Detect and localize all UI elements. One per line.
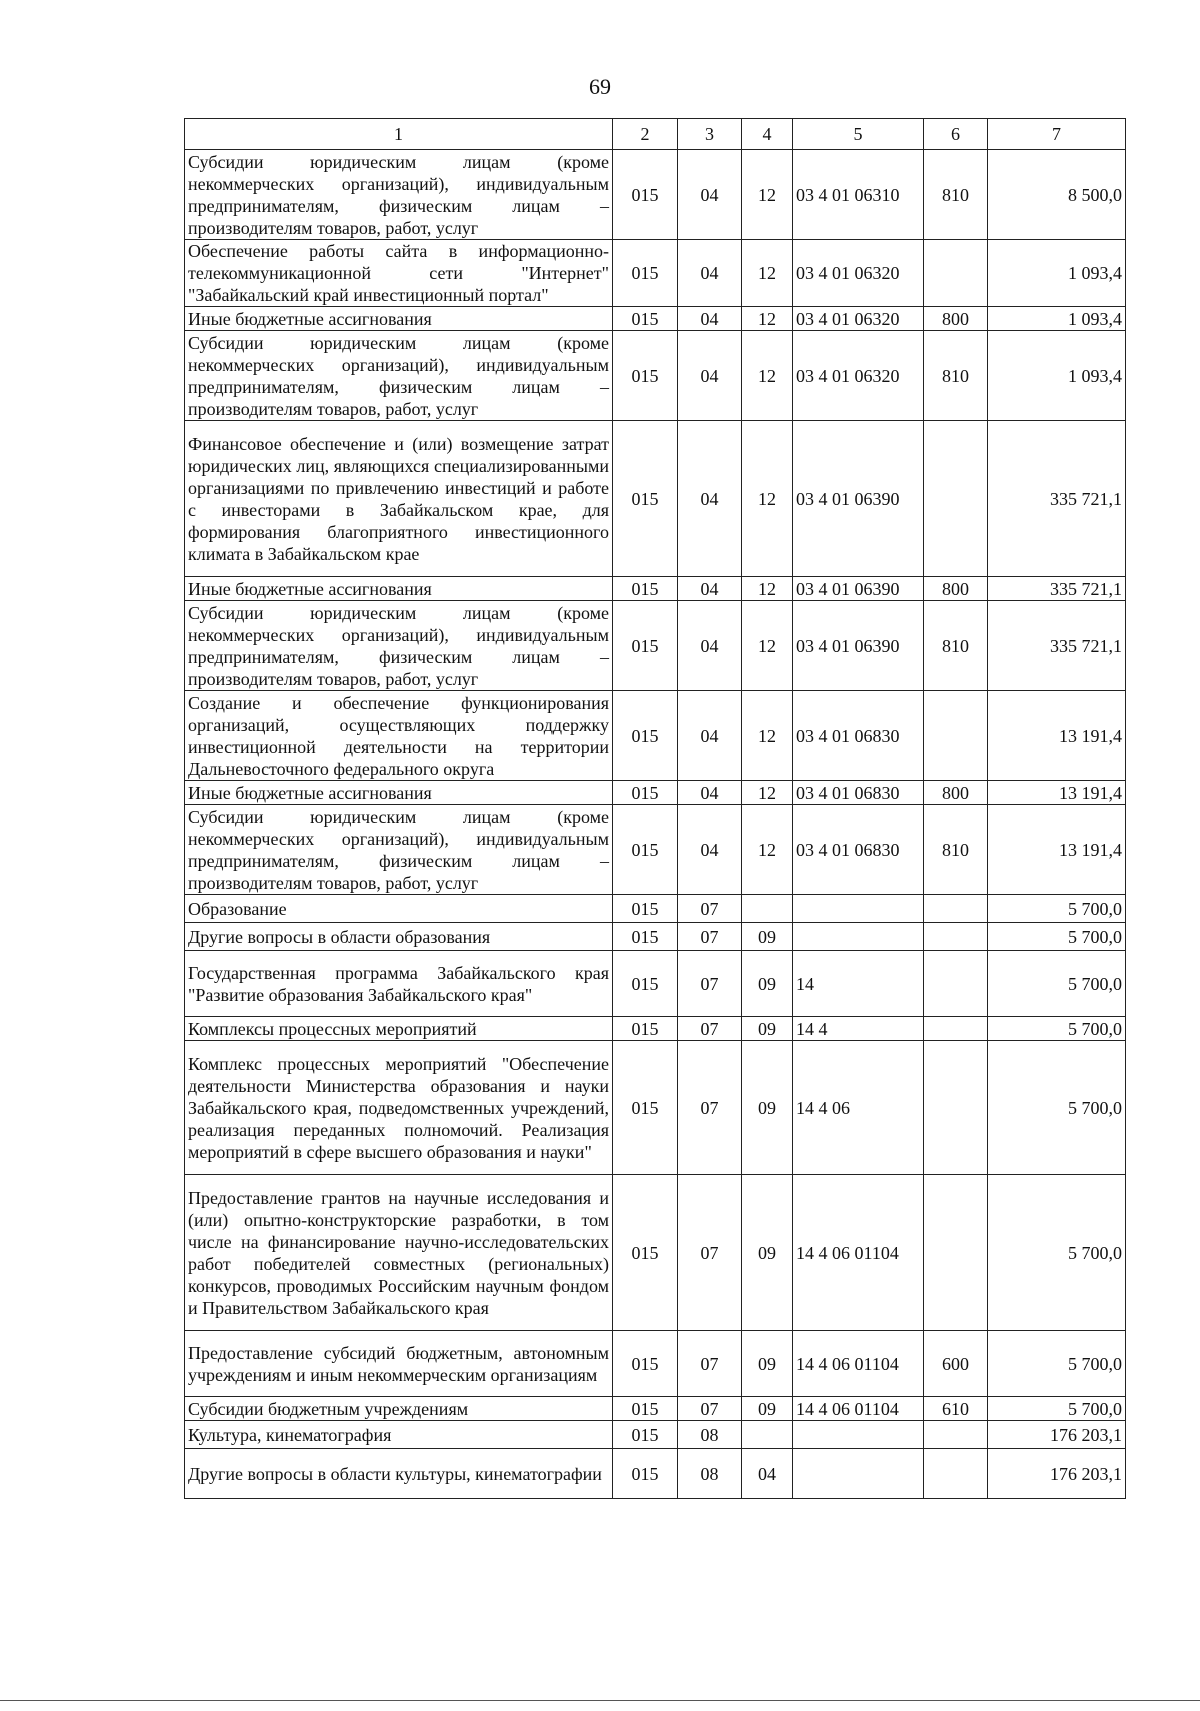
row-subsection: 09: [742, 1397, 793, 1421]
header-cell: 6: [924, 119, 988, 150]
row-amount: 176 203,1: [988, 1449, 1126, 1499]
row-expense-type: 600: [924, 1331, 988, 1397]
row-section: 04: [678, 781, 742, 805]
row-amount: 5 700,0: [988, 951, 1126, 1017]
row-target-article: 03 4 01 06320: [793, 307, 924, 331]
row-ved: 015: [613, 1175, 678, 1331]
row-target-article: 14 4: [793, 1017, 924, 1041]
header-cell: 5: [793, 119, 924, 150]
row-subsection: 04: [742, 1449, 793, 1499]
row-section: 07: [678, 1175, 742, 1331]
row-target-article: 03 4 01 06390: [793, 601, 924, 691]
row-ved: 015: [613, 331, 678, 421]
row-expense-type: 610: [924, 1397, 988, 1421]
row-subsection: 12: [742, 577, 793, 601]
row-section: 07: [678, 1331, 742, 1397]
row-ved: 015: [613, 951, 678, 1017]
row-expense-type: [924, 1421, 988, 1449]
row-amount: 1 093,4: [988, 307, 1126, 331]
row-target-article: 14: [793, 951, 924, 1017]
budget-table: [184, 118, 1126, 1499]
row-target-article: 03 4 01 06390: [793, 577, 924, 601]
row-section: 04: [678, 331, 742, 421]
header-cell: 3: [678, 119, 742, 150]
row-target-article: 03 4 01 06830: [793, 691, 924, 781]
row-subsection: 12: [742, 601, 793, 691]
table-row: [185, 1175, 1126, 1331]
row-ved: 015: [613, 421, 678, 577]
row-target-article: 03 4 01 06390: [793, 421, 924, 577]
table-row: [185, 577, 1126, 601]
row-section: 07: [678, 895, 742, 923]
row-ved: 015: [613, 781, 678, 805]
row-amount: 335 721,1: [988, 421, 1126, 577]
table-row: [185, 951, 1126, 1017]
row-amount: 5 700,0: [988, 1397, 1126, 1421]
row-target-article: 03 4 01 06320: [793, 240, 924, 307]
row-target-article: 03 4 01 06320: [793, 331, 924, 421]
row-name: Иные бюджетные ассигнования: [185, 307, 613, 331]
row-target-article: 03 4 01 06830: [793, 781, 924, 805]
table-row: [185, 895, 1126, 923]
row-target-article: 14 4 06 01104: [793, 1331, 924, 1397]
row-subsection: 12: [742, 307, 793, 331]
header-cell: 7: [988, 119, 1126, 150]
row-section: 04: [678, 240, 742, 307]
row-ved: 015: [613, 1331, 678, 1397]
table-row: [185, 1397, 1126, 1421]
row-expense-type: 810: [924, 331, 988, 421]
row-target-article: [793, 1421, 924, 1449]
row-name: Культура, кинематография: [185, 1421, 613, 1449]
row-name: Создание и обеспечение функционирования организаций, осуществляющих поддержку инвестиционной деятельности на территории Дальневосточного федерального округа: [185, 691, 613, 781]
row-ved: 015: [613, 601, 678, 691]
row-name: Другие вопросы в области образования: [185, 923, 613, 951]
table-row: [185, 1449, 1126, 1499]
row-name: Комплекс процессных мероприятий "Обеспечение деятельности Министерства образования и науки Забайкальского края, подведомственных учреждений, реализация переданных полномочий. Реализация мероприятий в сфере высшего образования и науки": [185, 1041, 613, 1175]
row-ved: 015: [613, 150, 678, 240]
row-amount: 5 700,0: [988, 895, 1126, 923]
row-subsection: 09: [742, 1175, 793, 1331]
row-ved: 015: [613, 1421, 678, 1449]
row-amount: 1 093,4: [988, 240, 1126, 307]
row-ved: 015: [613, 1041, 678, 1175]
row-section: 07: [678, 1017, 742, 1041]
page-number: 69: [589, 74, 611, 99]
row-section: 08: [678, 1449, 742, 1499]
table-row: [185, 307, 1126, 331]
row-ved: 015: [613, 805, 678, 895]
row-name: Государственная программа Забайкальского края "Развитие образования Забайкальского края": [185, 951, 613, 1017]
table-row: [185, 1331, 1126, 1397]
row-target-article: 14 4 06: [793, 1041, 924, 1175]
row-target-article: [793, 895, 924, 923]
table-row: [185, 421, 1126, 577]
row-subsection: 12: [742, 805, 793, 895]
header-cell: 2: [613, 119, 678, 150]
row-target-article: [793, 1449, 924, 1499]
table-body: [185, 150, 1126, 1499]
row-section: 04: [678, 150, 742, 240]
row-subsection: 12: [742, 331, 793, 421]
table-row: [185, 240, 1126, 307]
row-subsection: 09: [742, 1041, 793, 1175]
row-expense-type: [924, 1017, 988, 1041]
row-section: 04: [678, 805, 742, 895]
row-target-article: 03 4 01 06830: [793, 805, 924, 895]
row-ved: 015: [613, 691, 678, 781]
table-row: [185, 781, 1126, 805]
header-cell: 4: [742, 119, 793, 150]
row-amount: 5 700,0: [988, 1175, 1126, 1331]
row-name: Иные бюджетные ассигнования: [185, 577, 613, 601]
table-row: [185, 331, 1126, 421]
row-expense-type: [924, 240, 988, 307]
table-row: [185, 150, 1126, 240]
header-cell: 1: [185, 119, 613, 150]
row-expense-type: 810: [924, 805, 988, 895]
row-subsection: [742, 895, 793, 923]
row-ved: 015: [613, 1017, 678, 1041]
row-section: 07: [678, 951, 742, 1017]
row-section: 07: [678, 1397, 742, 1421]
row-name: Субсидии юридическим лицам (кроме некоммерческих организаций), индивидуальным предпринимателям, физическим лицам – производителям товаров, работ, услуг: [185, 331, 613, 421]
row-ved: 015: [613, 923, 678, 951]
row-subsection: 12: [742, 150, 793, 240]
table-row: [185, 923, 1126, 951]
row-amount: 1 093,4: [988, 331, 1126, 421]
row-expense-type: [924, 1175, 988, 1331]
row-section: 04: [678, 691, 742, 781]
row-subsection: 12: [742, 691, 793, 781]
row-section: 04: [678, 577, 742, 601]
row-ved: 015: [613, 895, 678, 923]
row-expense-type: [924, 895, 988, 923]
row-expense-type: 800: [924, 307, 988, 331]
row-expense-type: [924, 1449, 988, 1499]
row-name: Субсидии юридическим лицам (кроме некоммерческих организаций), индивидуальным предпринимателям, физическим лицам – производителям товаров, работ, услуг: [185, 150, 613, 240]
row-expense-type: [924, 421, 988, 577]
row-amount: 5 700,0: [988, 1331, 1126, 1397]
row-expense-type: 810: [924, 150, 988, 240]
row-name: Комплексы процессных мероприятий: [185, 1017, 613, 1041]
row-expense-type: [924, 1041, 988, 1175]
row-amount: 335 721,1: [988, 601, 1126, 691]
row-name: Предоставление грантов на научные исследования и (или) опытно-конструкторские разработки, в том числе на финансирование научно-исследовательских работ победителей совместных (региональных) конкурсов, проводимых Российским научным фондом и Правительством Забайкальского края: [185, 1175, 613, 1331]
row-name: Субсидии юридическим лицам (кроме некоммерческих организаций), индивидуальным предпринимателям, физическим лицам – производителям товаров, работ, услуг: [185, 601, 613, 691]
row-expense-type: [924, 951, 988, 1017]
row-amount: 176 203,1: [988, 1421, 1126, 1449]
row-ved: 015: [613, 240, 678, 307]
row-section: 08: [678, 1421, 742, 1449]
row-amount: 5 700,0: [988, 923, 1126, 951]
row-expense-type: [924, 923, 988, 951]
row-target-article: [793, 923, 924, 951]
table-row: [185, 601, 1126, 691]
page-edge-line: [0, 1700, 1200, 1701]
row-name: Обеспечение работы сайта в информационно-телекоммуникационной сети "Интернет" "Забайкальский край инвестиционный портал": [185, 240, 613, 307]
row-name: Субсидии юридическим лицам (кроме некоммерческих организаций), индивидуальным предпринимателям, физическим лицам – производителям товаров, работ, услуг: [185, 805, 613, 895]
header-row: [185, 119, 1126, 150]
table-row: [185, 1421, 1126, 1449]
table-row: [185, 805, 1126, 895]
row-amount: 5 700,0: [988, 1041, 1126, 1175]
row-target-article: 03 4 01 06310: [793, 150, 924, 240]
row-section: 07: [678, 1041, 742, 1175]
row-name: Предоставление субсидий бюджетным, автономным учреждениям и иным некоммерческим организациям: [185, 1331, 613, 1397]
row-amount: 8 500,0: [988, 150, 1126, 240]
row-subsection: 09: [742, 1017, 793, 1041]
row-ved: 015: [613, 307, 678, 331]
row-section: 04: [678, 601, 742, 691]
row-subsection: 09: [742, 951, 793, 1017]
row-name: Субсидии бюджетным учреждениям: [185, 1397, 613, 1421]
row-section: 04: [678, 421, 742, 577]
row-expense-type: [924, 691, 988, 781]
row-amount: 13 191,4: [988, 781, 1126, 805]
table-row: [185, 691, 1126, 781]
row-ved: 015: [613, 1397, 678, 1421]
row-name: Иные бюджетные ассигнования: [185, 781, 613, 805]
table-row: [185, 1041, 1126, 1175]
row-ved: 015: [613, 577, 678, 601]
row-subsection: 12: [742, 781, 793, 805]
row-subsection: [742, 1421, 793, 1449]
row-subsection: 12: [742, 421, 793, 577]
row-section: 07: [678, 923, 742, 951]
row-name: Другие вопросы в области культуры, кинематографии: [185, 1449, 613, 1499]
row-subsection: 09: [742, 923, 793, 951]
row-expense-type: 810: [924, 601, 988, 691]
row-expense-type: 800: [924, 577, 988, 601]
row-expense-type: 800: [924, 781, 988, 805]
row-amount: 13 191,4: [988, 805, 1126, 895]
row-section: 04: [678, 307, 742, 331]
row-target-article: 14 4 06 01104: [793, 1397, 924, 1421]
row-subsection: 09: [742, 1331, 793, 1397]
row-amount: 335 721,1: [988, 577, 1126, 601]
row-ved: 015: [613, 1449, 678, 1499]
row-name: Финансовое обеспечение и (или) возмещение затрат юридических лиц, являющихся специализированными организациями по привлечению инвестиций и работе с инвесторами в Забайкальском крае, для формирования благоприятного инвестиционного климата в Забайкальском крае: [185, 421, 613, 577]
row-name: Образование: [185, 895, 613, 923]
row-subsection: 12: [742, 240, 793, 307]
table-row: [185, 1017, 1126, 1041]
row-amount: 13 191,4: [988, 691, 1126, 781]
row-target-article: 14 4 06 01104: [793, 1175, 924, 1331]
row-amount: 5 700,0: [988, 1017, 1126, 1041]
